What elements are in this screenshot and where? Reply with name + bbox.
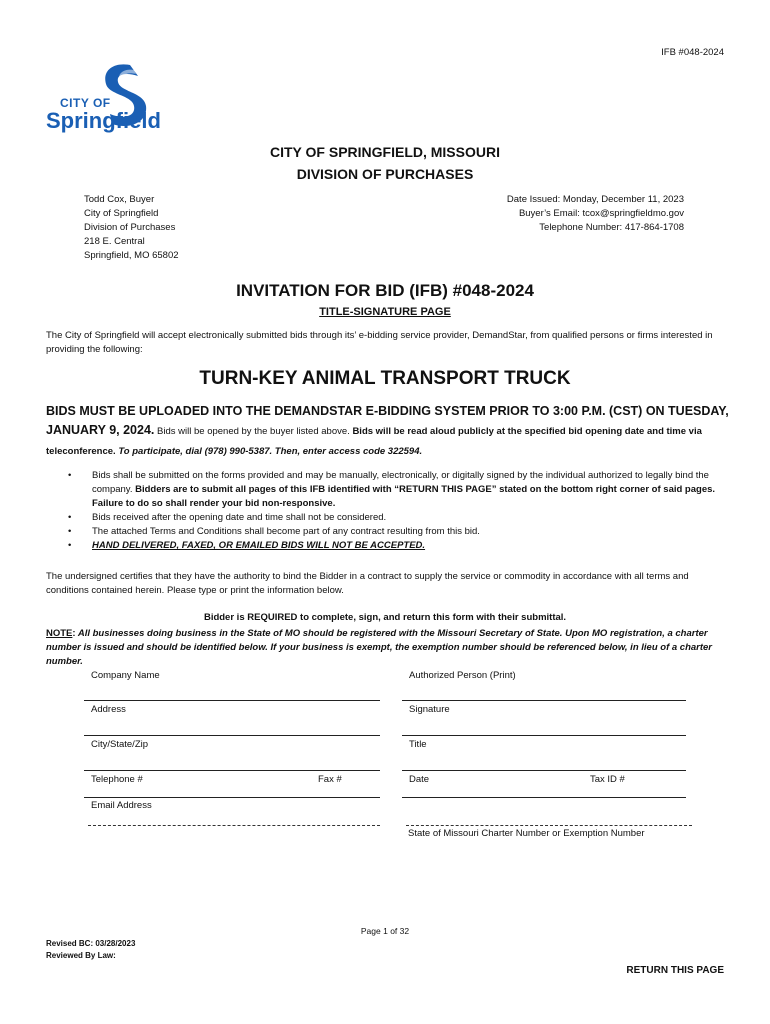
ifb-reference: IFB #048-2024 <box>661 47 724 58</box>
reviewed-by-law: Reviewed By Law: <box>46 951 116 960</box>
note-label: NOTE <box>46 628 73 639</box>
address-field[interactable] <box>84 735 380 736</box>
charter-number-field[interactable] <box>406 825 692 826</box>
city-state-zip-label: City/State/Zip <box>91 739 149 750</box>
buyer-block <box>84 193 304 263</box>
buyer-line: City of Springfield <box>84 208 159 219</box>
invitation-title: INVITATION FOR BID (IFB) #048-2024 <box>236 281 534 300</box>
logo-line1: CITY OF <box>60 96 111 110</box>
title-label: Title <box>409 739 427 750</box>
intro-paragraph: The City of Springfield will accept electronically submitted bids through its’ e-bidding service provider, DemandStar, from qualified persons or firms interested in providing the following: <box>46 330 713 355</box>
list-item: • Bids received after the opening date and time shall not be considered. <box>68 512 387 523</box>
authorized-person-field[interactable] <box>402 700 686 701</box>
city-logo <box>44 62 164 142</box>
buyer-line: Todd Cox, Buyer <box>84 194 155 205</box>
tax-id-label: Tax ID # <box>590 774 625 785</box>
note-text: All businesses doing business in the State of MO should be registered with the Missouri Secretary of State. Upon MO registration, a charter number is issued and should be identified below. If your business is exempt, the exemption number should be referenced below, in lieu of a charter number. <box>46 628 713 667</box>
authorized-person-label: Authorized Person (Print) <box>409 670 516 681</box>
buyer-line: Springfield, MO 65802 <box>84 250 179 261</box>
list-item: • The attached Terms and Conditions shall become part of any contract resulting from this bid. <box>68 526 480 537</box>
date-label: Date <box>409 774 430 785</box>
telephone-number: Telephone Number: 417-864-1708 <box>539 222 684 233</box>
deadline-normal: Bids will be opened by the buyer listed above. <box>154 426 353 437</box>
logo-line2: Springfield <box>46 108 161 133</box>
telephone-label: Telephone # <box>91 774 143 785</box>
date-taxid-field[interactable] <box>402 797 686 798</box>
telephone-fax-field[interactable] <box>84 797 380 798</box>
requirements-list <box>46 469 736 553</box>
fax-label: Fax # <box>318 774 342 785</box>
note-paragraph: NOTE: All businesses doing business in the State of MO should be registered with the Missouri Secretary of State. Upon MO registration, a charter number is issued and should be identified below. If your business is exempt, the exemption number should be referenced below, in lieu of a charter number. <box>46 628 713 667</box>
email-field[interactable] <box>88 825 380 826</box>
issue-block <box>364 193 684 235</box>
deadline-bold: BIDS MUST BE UPLOADED INTO THE DEMANDSTAR E-BIDDING SYSTEM PRIOR TO 3:00 P.M. (CST) ON TUESDAY, JANUARY 9, 2024. <box>46 404 729 437</box>
buyer-line: Division of Purchases <box>84 222 176 233</box>
issue-date: Date Issued: Monday, December 11, 2023 <box>506 194 684 205</box>
list-item: • Bids shall be submitted on the forms provided and may be manually, electronically, or digitally signed by the individual authorized to legally bind the company. Bidders are to submit all pages of this IFB identified with “RETURN THIS PAGE” stated on the bottom right corner of said pages. Failure to do so shall render your bid non-responsive. <box>68 470 716 509</box>
address-label: Address <box>91 704 126 715</box>
city-state-zip-field[interactable] <box>84 770 380 771</box>
list-item: • HAND DELIVERED, FAXED, OR EMAILED BIDS WILL NOT BE ACCEPTED. <box>68 540 426 551</box>
deadline-paragraph <box>46 402 730 461</box>
company-name-label: Company Name <box>91 670 160 681</box>
deadline-bold2: Bids will be read aloud publicly at the specified bid opening date and time via teleconference. <box>46 426 702 457</box>
title-field[interactable] <box>402 770 686 771</box>
required-notice: Bidder is REQUIRED to complete, sign, and return this form with their submittal. <box>203 612 567 623</box>
buyer-line: 218 E. Central <box>84 236 145 247</box>
email-label: Email Address <box>91 800 152 811</box>
signature-label: Signature <box>409 704 450 715</box>
return-this-page: RETURN THIS PAGE <box>626 965 724 976</box>
certification-paragraph: The undersigned certifies that they have the authority to bind the Bidder in a contract to supply the service or commodity in accordance with all terms and conditions contained herein. Please type or print the information below. <box>46 571 689 596</box>
org-line1: CITY OF SPRINGFIELD, MISSOURI <box>270 144 500 160</box>
signature-field[interactable] <box>402 735 686 736</box>
revised-date: Revised BC: 03/28/2023 <box>46 939 136 948</box>
charter-number-label: State of Missouri Charter Number or Exemption Number <box>408 828 645 839</box>
item-title: TURN-KEY ANIMAL TRANSPORT TRUCK <box>199 368 571 389</box>
org-line2: DIVISION OF PURCHASES <box>296 166 474 182</box>
title-signature-subtitle: TITLE-SIGNATURE PAGE <box>319 306 451 318</box>
page-number: Page 1 of 32 <box>360 926 410 936</box>
buyer-email: Buyer’s Email: tcox@springfieldmo.gov <box>518 208 684 219</box>
company-name-field[interactable] <box>84 700 380 701</box>
deadline-teleconference: To participate, dial (978) 990-5387. Then, enter access code 322594. <box>118 446 423 457</box>
